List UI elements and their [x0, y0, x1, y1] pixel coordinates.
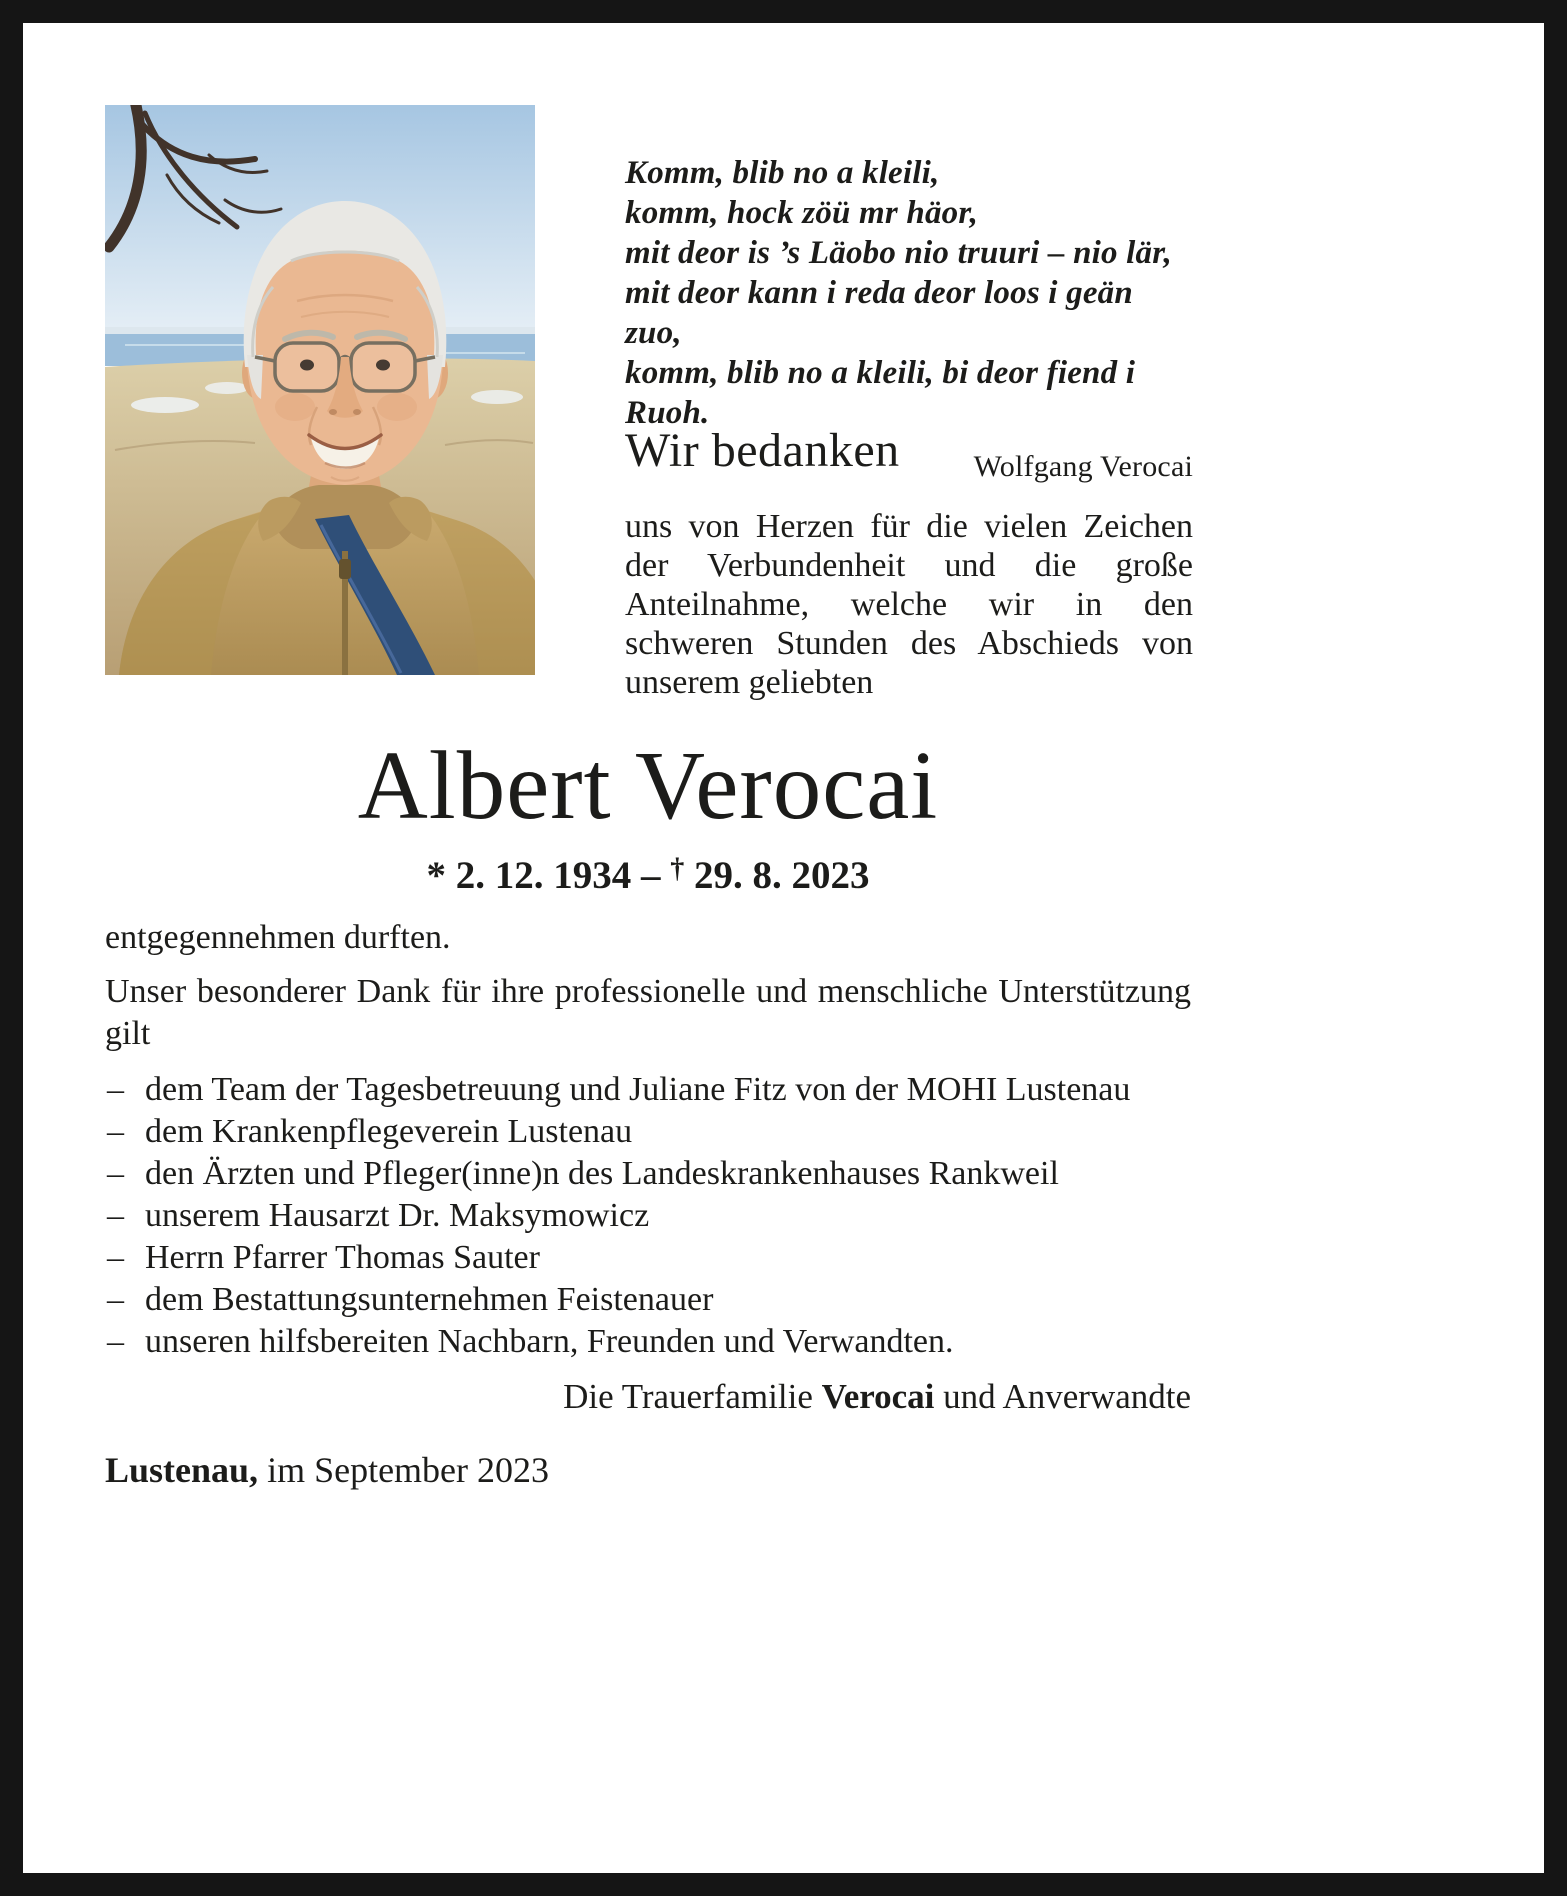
photo-cheek-right — [377, 393, 417, 421]
thanks-outro: entgegennehmen durften. — [105, 919, 451, 956]
dash-bullet: – — [107, 1155, 124, 1192]
life-dates — [105, 853, 1191, 898]
photo-nostril — [353, 409, 361, 415]
special-thanks-intro: Unser besonderer Dank für ihre professionelle und menschliche Unterstützung gilt — [105, 973, 1191, 1052]
thanks-list-item-text: den Ärzten und Pfleger(inne)n des Landeskrankenhauses Rankweil — [145, 1155, 1059, 1192]
photo-snow-patch — [471, 390, 523, 404]
thanks-list-item-text: dem Bestattungsunternehmen Feistenauer — [145, 1281, 714, 1318]
photo-cheek-left — [275, 393, 315, 421]
thanks-list-item — [105, 1153, 1215, 1195]
thanks-list-item — [105, 1195, 1215, 1237]
poem-line: mit deor kann i reda deor loos i geän zuo, — [625, 275, 1133, 351]
poem-line: Komm, blib no a kleili, — [625, 155, 940, 191]
poem-line: mit deor is ’s Läobo nio truuri – nio lär, — [625, 235, 1172, 271]
place-name: Lustenau, — [105, 1450, 259, 1490]
thanks-list-item-text: Herrn Pfarrer Thomas Sauter — [145, 1239, 540, 1276]
thanks-list-item — [105, 1237, 1215, 1279]
dash-bullet: – — [107, 1071, 124, 1108]
family-prefix: Die Trauerfamilie — [563, 1377, 813, 1416]
thanks-list-item-text: unseren hilfsbereiten Nachbarn, Freunden und Verwandten. — [145, 1323, 954, 1360]
thanks-list-item — [105, 1321, 1215, 1363]
photo-eye-right — [376, 360, 390, 371]
dash-bullet: – — [107, 1239, 124, 1276]
thanks-list-item-text: unserem Hausarzt Dr. Maksymowicz — [145, 1197, 650, 1234]
photo-snow-patch — [205, 382, 249, 394]
photo-nostril — [329, 409, 337, 415]
birth-date: 2. 12. 1934 — [455, 854, 632, 897]
place-date-line — [105, 1449, 549, 1491]
family-name: Verocai — [821, 1377, 935, 1416]
date-separator: – — [640, 854, 661, 897]
photo-zipper-pull — [339, 559, 351, 579]
deceased-name: Albert Verocai — [357, 732, 939, 839]
poem-attribution: Wolfgang Verocai — [973, 450, 1193, 483]
poem-line: komm, hock zöü mr häor, — [625, 195, 979, 231]
portrait-photo-svg — [105, 105, 535, 675]
thanks-list-item-text: dem Team der Tagesbetreuung und Juliane Fitz von der MOHI Lustenau — [145, 1071, 1131, 1108]
birth-symbol: * — [426, 854, 446, 897]
thanks-list-item — [105, 1111, 1215, 1153]
death-date: 29. 8. 2023 — [694, 854, 870, 897]
thanks-list-item — [105, 1069, 1215, 1111]
family-line — [105, 1377, 1191, 1417]
thanks-intro: uns von Herzen für die vielen Zeichen der Verbundenheit und die große Anteilnahme, welche wir in den schweren Stunden des Abschieds von unserem geliebten — [625, 508, 1193, 701]
thanks-list — [105, 1069, 1215, 1363]
thanks-heading: Wir bedanken — [625, 424, 900, 477]
dash-bullet: – — [107, 1113, 124, 1150]
photo-snow-patch — [131, 397, 199, 413]
thanks-list-item — [105, 1279, 1215, 1321]
obituary-page — [23, 23, 1544, 1873]
poem-line: komm, blib no a kleili, bi deor fiend i Ruoh. — [625, 355, 1136, 431]
notice-date: im September 2023 — [267, 1450, 550, 1490]
thanks-list-item-text: dem Krankenpflegeverein Lustenau — [145, 1113, 633, 1150]
photo-eye-left — [300, 360, 314, 371]
dash-bullet: – — [107, 1323, 124, 1360]
portrait-photo — [105, 105, 535, 675]
dash-bullet: – — [107, 1197, 124, 1234]
death-symbol: † — [670, 853, 685, 885]
family-suffix: und Anverwandte — [943, 1377, 1191, 1416]
dash-bullet: – — [107, 1281, 124, 1318]
